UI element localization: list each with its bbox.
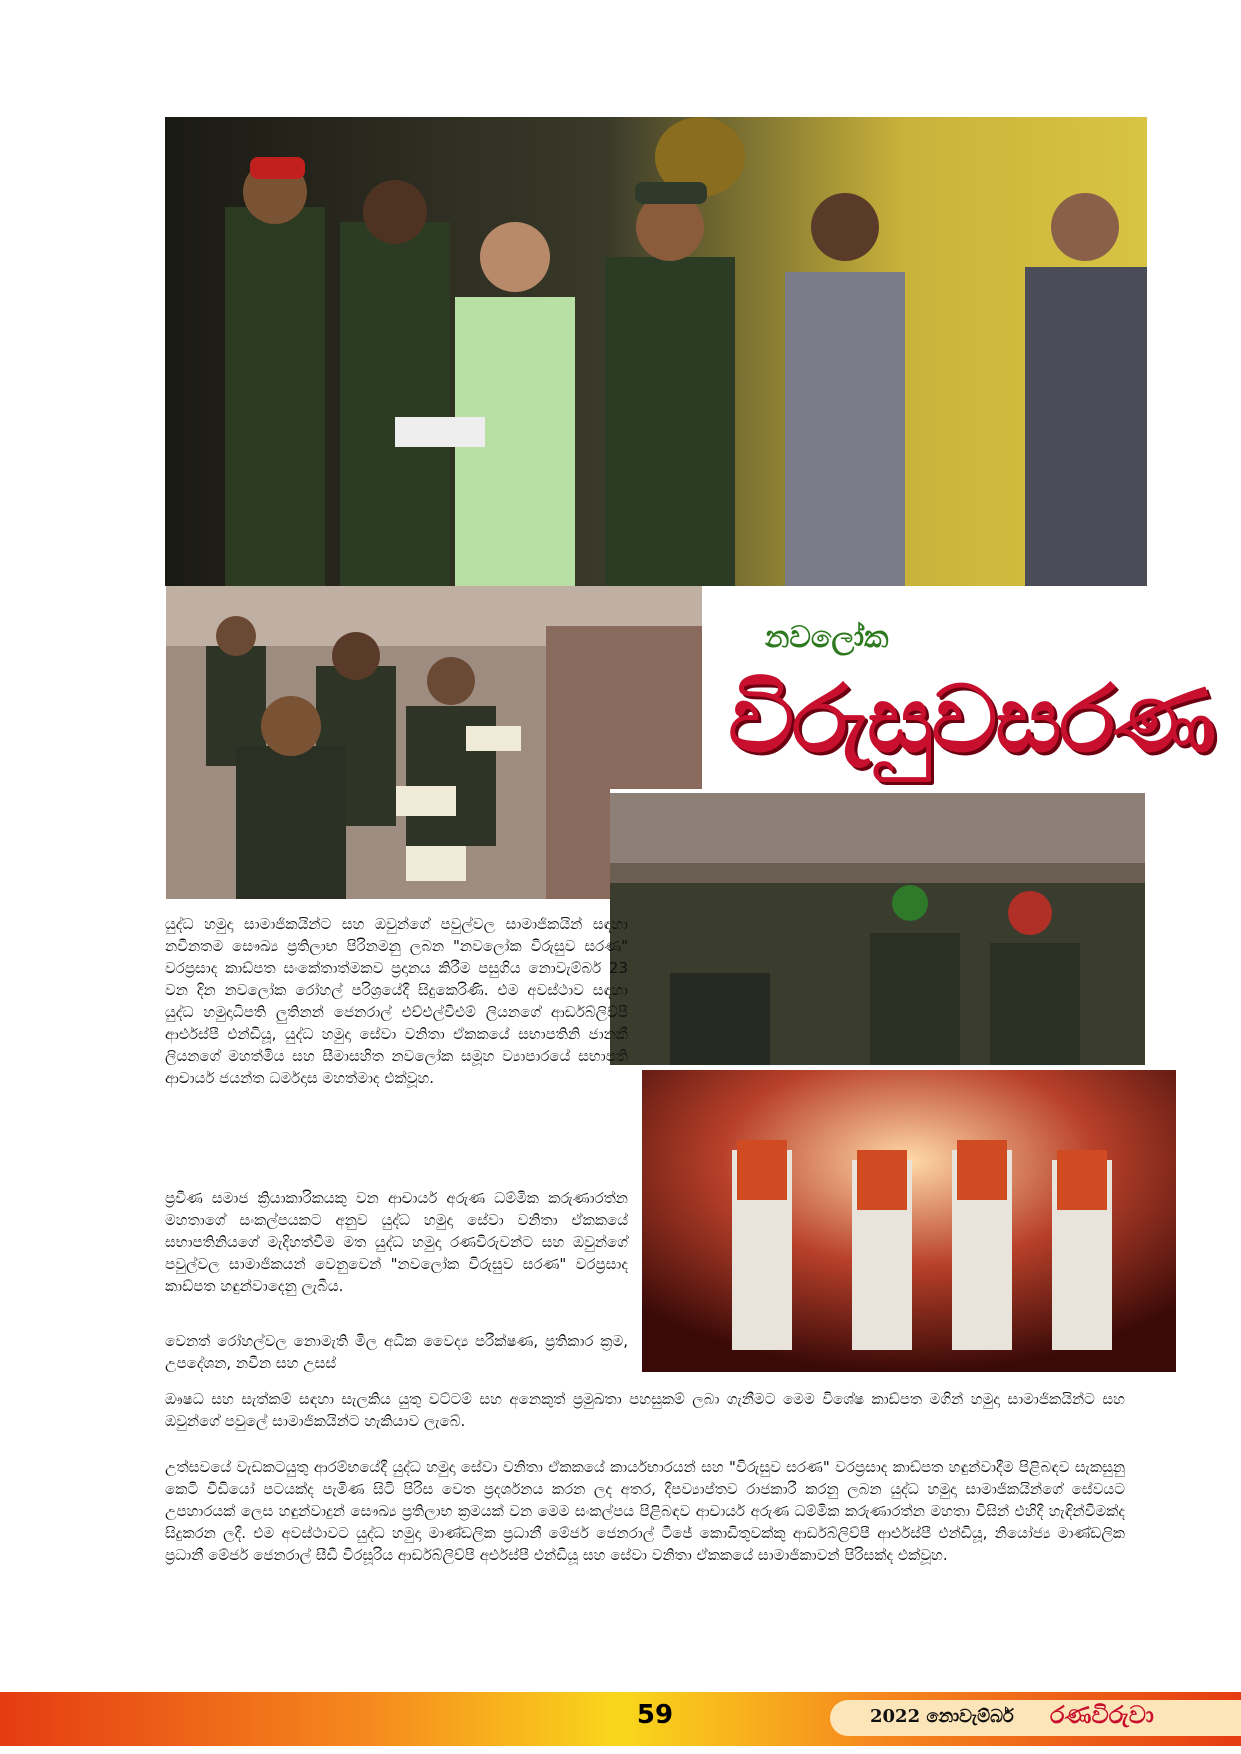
magazine-name: රණවිරුවා [1050,1700,1154,1729]
article-title-big: විරුසුවසරණ [728,665,1215,773]
issue-date: 2022 නොවැම්බර් [870,1706,1014,1727]
page-number: 59 [636,1700,674,1730]
article-paragraph-3-start: වෙනත් රෝහල්වල නොමැති මිල අධික වෛද්‍ය පරීක්ෂණ, ප්‍රතිකාර ක්‍රම, උපදේශන, නවීන සහ උසස් [165,1332,628,1372]
article-title-small: නවලෝක [765,620,889,655]
article-paragraph-2: ප්‍රවීණ සමාජ ක්‍රියාකාරිකයකු වන ආචාර්ය අරුණ ධම්මික කරුණාරත්න මහතාගේ සංකල්පයකට අනුව යුද්ධ හමුදා සේවා වනිතා ඒකකයේ සභාපතිනියගේ මැදිහත්වීම මත යුද්ධ හමුදා රණවිරුවන්ට සහ ඔවුන්ගේ පවුල්වල සාමාජිකයන් වෙනුවෙන් "නවලෝක විරුසුව සරණ" වරප්‍රසාද කාඩ්පත හඳුන්වාදෙනු ලැබීය. [165,1189,628,1295]
auditorium-audience-photo [610,789,1145,1065]
article-paragraph-4: උත්සවයේ වැඩකටයුතු ආරම්භයේදී යුද්ධ හමුදා සේවා වනිතා ඒකකයේ කාර්යභාරයන් සහ "විරුසුව සරණ" වරප්‍රසාද කාඩ්පත හඳුන්වාදීම පිළිබඳව සැකසුනු කෙටි වීඩියෝ පටයක්ද පැමිණ සිටි පිරිස වෙත ප්‍රදර්ශනය කරන ලද අතර, දීපව්‍යාප්තව රාජකාරී කරනු ලබන යුද්ධ හමුදා සාමාජිකයින්ගේ සේවයට උපහාරයක් ලෙස හඳුන්වාදුන් සෞඛ්‍ය ප්‍රතිලාභ ක්‍රමයක් වන මෙම සංකල්පය පිළිබඳව ආචාර්ය අරුණ ධම්මික කරුණාරත්න මහතා විසින් එහිදී හැඳින්වීමක්ද සිදුකරන ලදී. එම අවස්ථාවට යුද්ධ හමුදා මාණ්ඩලික ප්‍රධානී මේජර් ජෙනරාල් ටීජේ කොඩිතුවක්කු ආර්ඩබ්ලිව්පී ආර්එස්පී එන්ඩියූ, නියෝජ්‍ය මාණ්ඩලික ප්‍රධානී මේජර් ජෙනරාල් සීඩී වීරසූරිය ආර්ඩබ්ලිව්පී අර්එස්පී එන්ඩියූ සහ සේවා වනිතා ඒකකයේ සාමාජිකාවන් පිරිසක්ද එක්වූහ. [165,1458,1125,1564]
article-paragraph-1: යුද්ධ හමුදා සාමාජිකයින්ට සහ ඔවුන්ගේ පවුල්වල සාමාජිකයින් සඳහා නවීනතම සෞඛ්‍ය ප්‍රතිලාභ පිරිනමනු ලබන "නවලෝක විරුසුව සරණ" වරප්‍රසාද කාඩ්පත සංකේතාත්මකව ප්‍රදානය කිරීම පසුගිය නොවැම්බර් 23 වන දින නවලෝක රෝහල් පරිශ්‍රයේදී සිදුකෙරිණි. එම අවස්ථාව සඳහා යුද්ධ හමුදාධිපති ලුතිනන් ජෙනරාල් එච්එල්වීඑම් ලියනගේ ආර්ඩබ්ලිව්පී ආර්එස්පී එන්ඩියූ, යුද්ධ හමුදා සේවා වනිතා ඒකකයේ සභාපතිනි ජානකී ලියනගේ මහත්මිය සහ සීමාසහිත නවලෝක සමූහ ව්‍යාපාරයේ සභාපති ආචාර්ය ජයන්ත ධර්මදාස මහත්මාද එක්වූහ. [165,915,628,1087]
article-paragraph-3-cont: ඖෂධ සහ සැත්කම් සඳහා සැලකිය යුතු වට්ටම් සහ අනෙකුත් ප්‍රමුඛතා පහසුකම් ලබා ගැනීමට මෙම විශේෂ කාඩ්පත මගින් හමුදා සාමාජිකයින්ට සහ ඔවුන්ගේ පවුලේ සාමාජිකයින්ට හැකියාව ලැබේ. [165,1390,1125,1430]
award-ceremony-photo [165,117,1147,586]
traditional-dance-photo [638,1066,1180,1376]
